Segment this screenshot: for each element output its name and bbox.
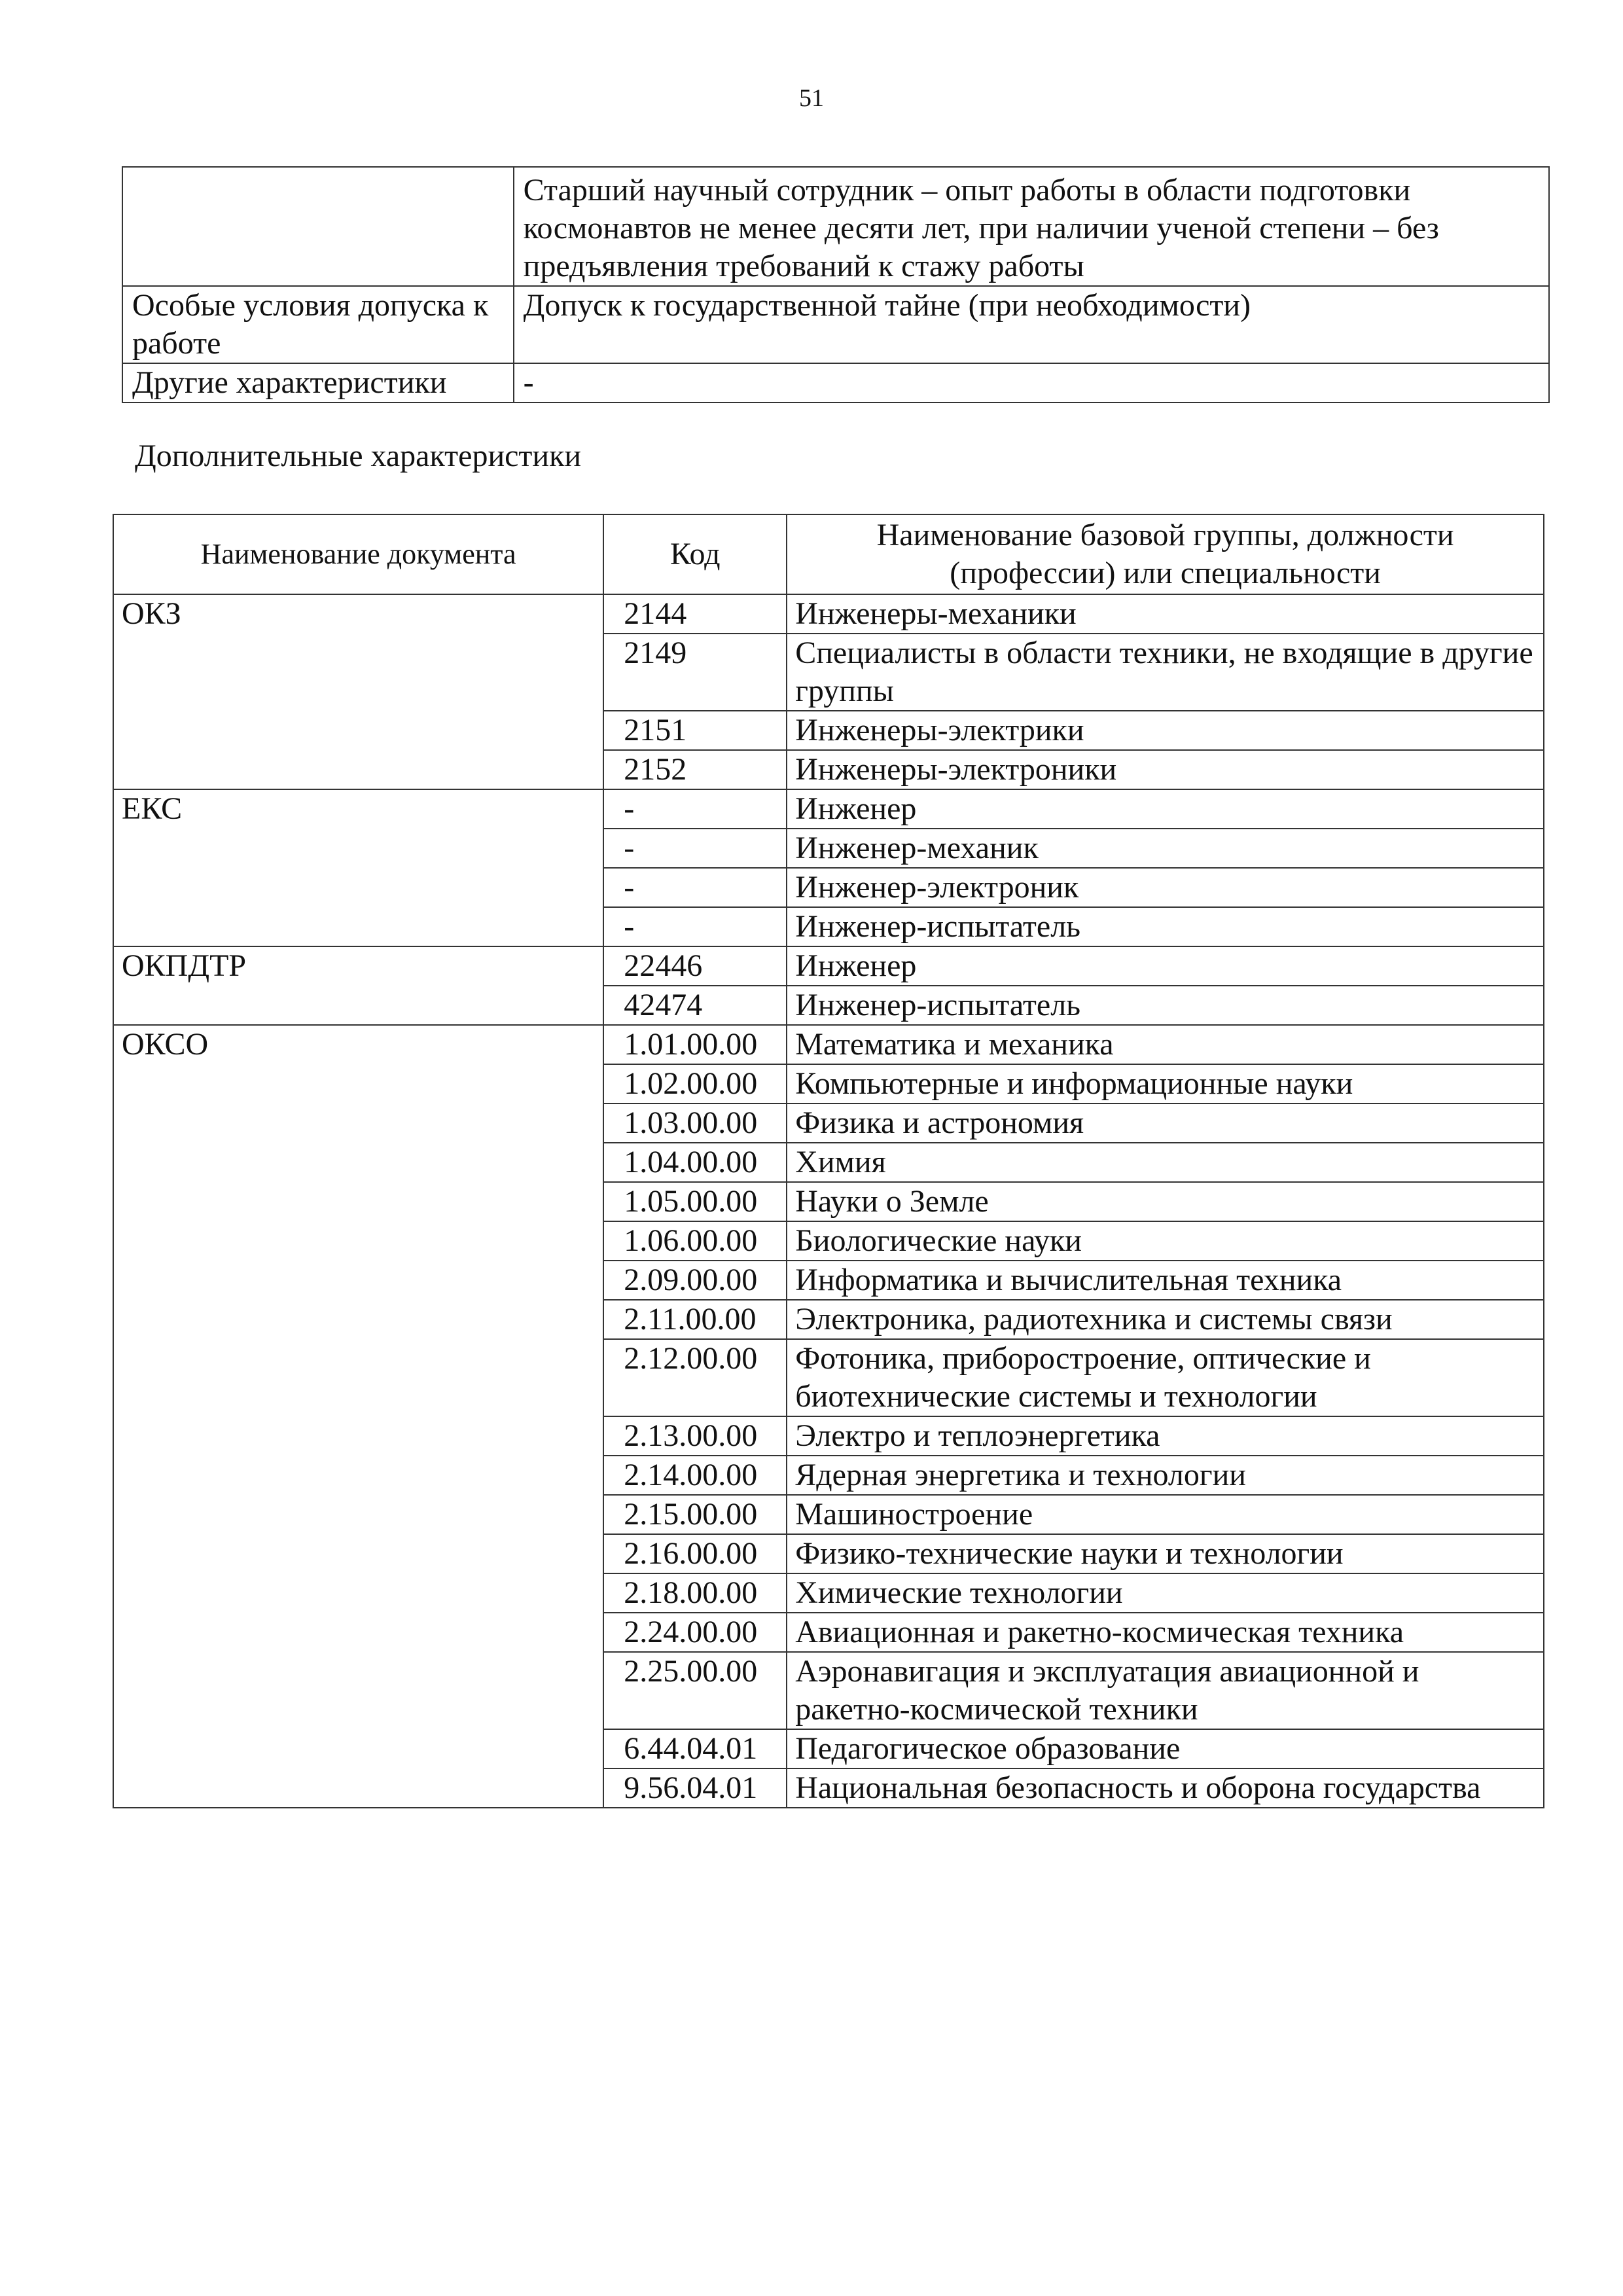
code-cell: -	[603, 907, 787, 946]
code-cell: 2.11.00.00	[603, 1300, 787, 1339]
requirements-table	[122, 166, 1550, 403]
requirement-label: Особые условия допуска к работе	[122, 286, 514, 363]
specialty-name-cell: Электроника, радиотехника и системы связи	[787, 1300, 1544, 1339]
classification-codes-table	[113, 514, 1544, 1808]
requirement-label: Другие характеристики	[122, 363, 514, 403]
code-cell: 2.16.00.00	[603, 1534, 787, 1573]
specialty-name-cell: Специалисты в области техники, не входящие в другие группы	[787, 634, 1544, 711]
specialty-name-cell: Инженеры-электрики	[787, 711, 1544, 750]
table-row	[122, 286, 1549, 363]
specialty-name-cell: Физико-технические науки и технологии	[787, 1534, 1544, 1573]
code-cell: -	[603, 868, 787, 907]
specialty-name-cell: Машиностроение	[787, 1495, 1544, 1534]
requirement-value: -	[514, 363, 1549, 403]
specialty-name-cell: Биологические науки	[787, 1221, 1544, 1261]
page-number: 51	[799, 84, 824, 112]
code-cell: 2.13.00.00	[603, 1416, 787, 1456]
specialty-name-cell: Инженер-испытатель	[787, 907, 1544, 946]
code-cell: 2149	[603, 634, 787, 711]
code-cell: 1.05.00.00	[603, 1182, 787, 1221]
code-cell: 2.24.00.00	[603, 1613, 787, 1652]
code-cell: 9.56.04.01	[603, 1768, 787, 1808]
code-cell: 2.12.00.00	[603, 1339, 787, 1416]
document-name-cell: ОКПДТР	[113, 946, 603, 1025]
specialty-name-cell: Электро и теплоэнергетика	[787, 1416, 1544, 1456]
specialty-name-cell: Фотоника, приборостроение, оптические и биотехнические системы и технологии	[787, 1339, 1544, 1416]
header-code: Код	[603, 514, 787, 594]
specialty-name-cell: Инженер	[787, 789, 1544, 829]
specialty-name-cell: Инженер-механик	[787, 829, 1544, 868]
document-name-cell: ЕКС	[113, 789, 603, 946]
specialty-name-cell: Ядерная энергетика и технологии	[787, 1456, 1544, 1495]
specialty-name-cell: Физика и астрономия	[787, 1103, 1544, 1143]
specialty-name-cell: Инженер-электроник	[787, 868, 1544, 907]
specialty-name-cell: Химические технологии	[787, 1573, 1544, 1613]
table-row	[113, 1025, 1544, 1064]
requirement-value: Допуск к государственной тайне (при необходимости)	[514, 286, 1549, 363]
code-cell: 42474	[603, 986, 787, 1025]
table-row	[122, 363, 1549, 403]
code-cell: 2.15.00.00	[603, 1495, 787, 1534]
code-cell: 2.25.00.00	[603, 1652, 787, 1729]
specialty-name-cell: Математика и механика	[787, 1025, 1544, 1064]
document-name-cell: ОКЗ	[113, 594, 603, 789]
code-cell: -	[603, 789, 787, 829]
code-cell: -	[603, 829, 787, 868]
specialty-name-cell: Национальная безопасность и оборона государства	[787, 1768, 1544, 1808]
table-row	[113, 594, 1544, 634]
header-name: Наименование базовой группы, должности (профессии) или специальности	[787, 514, 1544, 594]
specialty-name-cell: Компьютерные и информационные науки	[787, 1064, 1544, 1103]
code-cell: 2151	[603, 711, 787, 750]
specialty-name-cell: Инженер-испытатель	[787, 986, 1544, 1025]
code-cell: 2144	[603, 594, 787, 634]
table-row	[122, 167, 1549, 286]
specialty-name-cell: Инженер	[787, 946, 1544, 986]
code-cell: 1.04.00.00	[603, 1143, 787, 1182]
requirement-value: Старший научный сотрудник – опыт работы в области подготовки космонавтов не менее десяти лет, при наличии ученой степени – без предъявления требований к стажу работы	[514, 167, 1549, 286]
code-cell: 6.44.04.01	[603, 1729, 787, 1768]
header-document: Наименование документа	[113, 514, 603, 594]
code-cell: 1.01.00.00	[603, 1025, 787, 1064]
specialty-name-cell: Инженеры-электроники	[787, 750, 1544, 789]
specialty-name-cell: Педагогическое образование	[787, 1729, 1544, 1768]
specialty-name-cell: Науки о Земле	[787, 1182, 1544, 1221]
table-row	[113, 946, 1544, 986]
code-cell: 1.02.00.00	[603, 1064, 787, 1103]
requirement-label	[122, 167, 514, 286]
code-cell: 2.09.00.00	[603, 1261, 787, 1300]
code-cell: 2152	[603, 750, 787, 789]
code-cell: 2.14.00.00	[603, 1456, 787, 1495]
code-cell: 2.18.00.00	[603, 1573, 787, 1613]
code-cell: 1.06.00.00	[603, 1221, 787, 1261]
code-cell: 22446	[603, 946, 787, 986]
specialty-name-cell: Информатика и вычислительная техника	[787, 1261, 1544, 1300]
document-name-cell: ОКСО	[113, 1025, 603, 1808]
table-row	[113, 789, 1544, 829]
specialty-name-cell: Инженеры-механики	[787, 594, 1544, 634]
section-title: Дополнительные характеристики	[135, 439, 582, 473]
code-cell: 1.03.00.00	[603, 1103, 787, 1143]
specialty-name-cell: Аэронавигация и эксплуатация авиационной и ракетно-космической техники	[787, 1652, 1544, 1729]
table-header-row	[113, 514, 1544, 594]
specialty-name-cell: Химия	[787, 1143, 1544, 1182]
specialty-name-cell: Авиационная и ракетно-космическая техника	[787, 1613, 1544, 1652]
